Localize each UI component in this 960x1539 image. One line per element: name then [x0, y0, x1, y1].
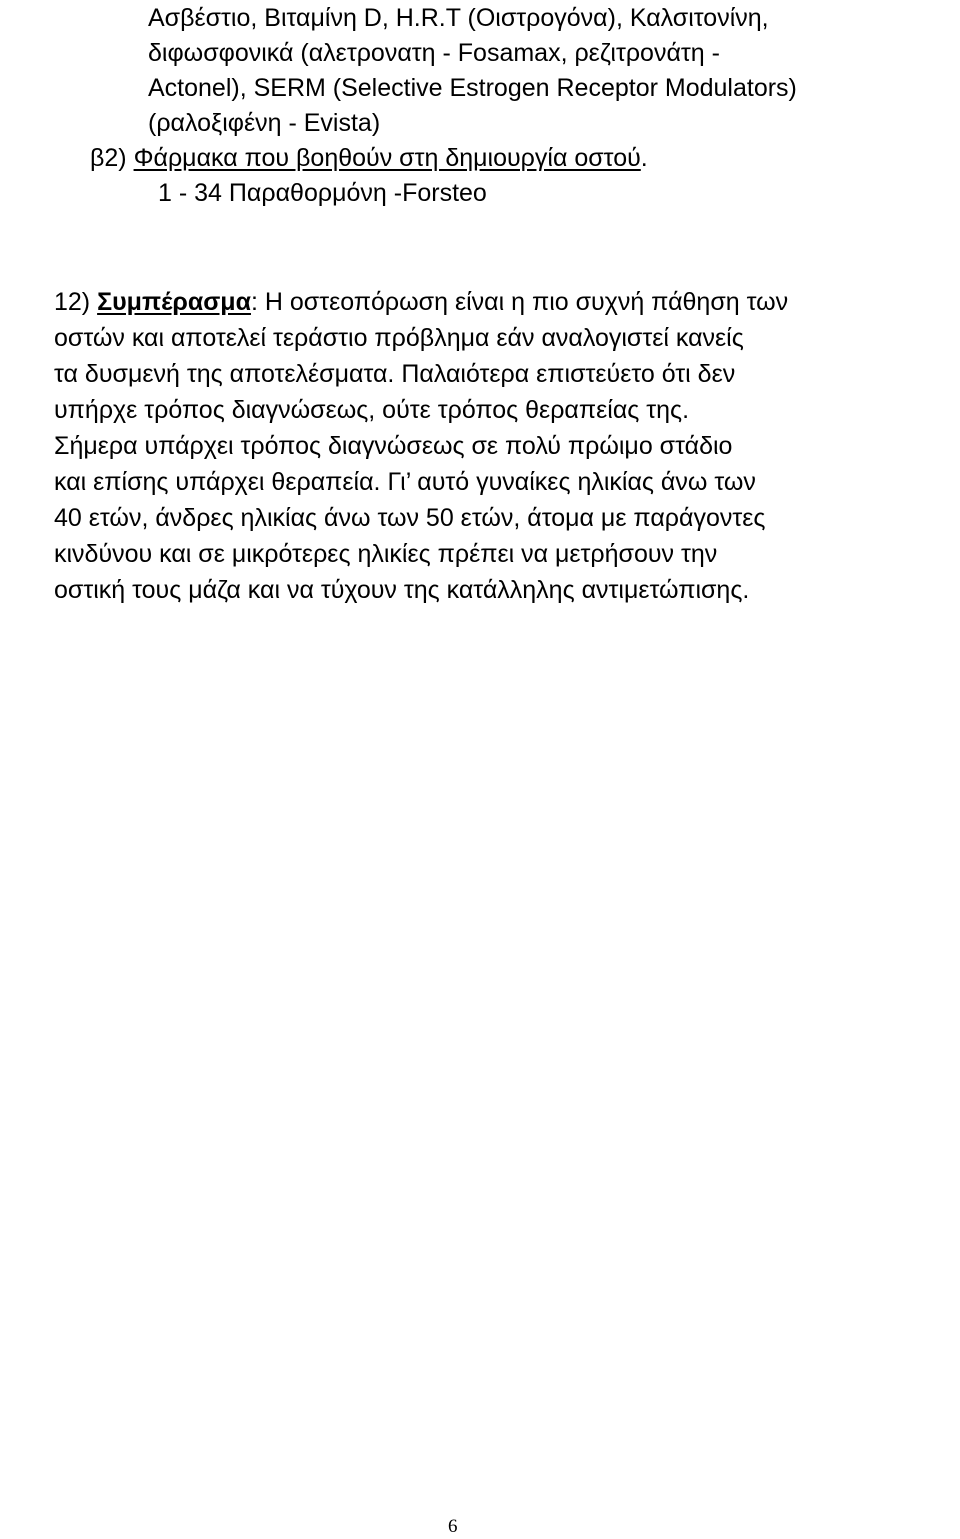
page-number: 6: [448, 1516, 458, 1537]
conclusion-line-7: 40 ετών, άνδρες ηλικίας άνω των 50 ετών, άτομα με παράγοντες: [54, 504, 766, 532]
conclusion-line-8: κινδύνου και σε μικρότερες ηλικίες πρέπει να μετρήσουν την: [54, 540, 718, 568]
treatment-b2-line: [90, 143, 648, 173]
conclusion-line-9: οστική τους μάζα και να τύχουν της κατάλληλης αντιμετώπισης.: [54, 576, 750, 604]
treatment-line-1: Ασβέστιο, Βιταμίνη D, H.R.T (Οιστρογόνα), Καλσιτονίνη,: [148, 4, 769, 32]
b2-underlined-heading: Φάρμακα που βοηθούν στη δημιουργία οστού: [133, 144, 641, 172]
treatment-line-3: Actonel), SERM (Selective Estrogen Receptor Modulators): [148, 74, 797, 102]
conclusion-line-2: οστών και αποτελεί τεράστιο πρόβλημα εάν αναλογιστεί κανείς: [54, 324, 744, 352]
conclusion-line-1: [54, 287, 788, 317]
forsteo-line: 1 - 34 Παραθορμόνη -Forsteo: [158, 179, 487, 207]
conclusion-colon: :: [250, 288, 258, 316]
conclusion-line-3: τα δυσμενή της αποτελέσματα. Παλαιότερα επιστεύετο ότι δεν: [54, 360, 736, 388]
conclusion-number: 12): [54, 288, 98, 316]
conclusion-line-6: και επίσης υπάρχει θεραπεία. Γι’ αυτό γυναίκες ηλικίας άνω των: [54, 468, 756, 496]
b2-prefix: β2): [90, 144, 134, 172]
b2-suffix: .: [640, 144, 648, 172]
conclusion-heading: Συμπέρασμα: [97, 288, 251, 316]
conclusion-line-5: Σήμερα υπάρχει τρόπος διαγνώσεως σε πολύ πρώιμο στάδιο: [54, 432, 733, 460]
conclusion-line-4: υπήρχε τρόπος διαγνώσεως, ούτε τρόπος θεραπείας της.: [54, 396, 690, 424]
conclusion-line-1-text: Η οστεοπόρωση είναι η πιο συχνή πάθηση των: [257, 288, 789, 316]
treatment-line-4: (ραλοξιφένη - Evista): [148, 109, 381, 137]
treatment-line-2: διφωσφονικά (αλετρονατη - Fosamax, ρεζιτρονάτη -: [148, 39, 720, 67]
